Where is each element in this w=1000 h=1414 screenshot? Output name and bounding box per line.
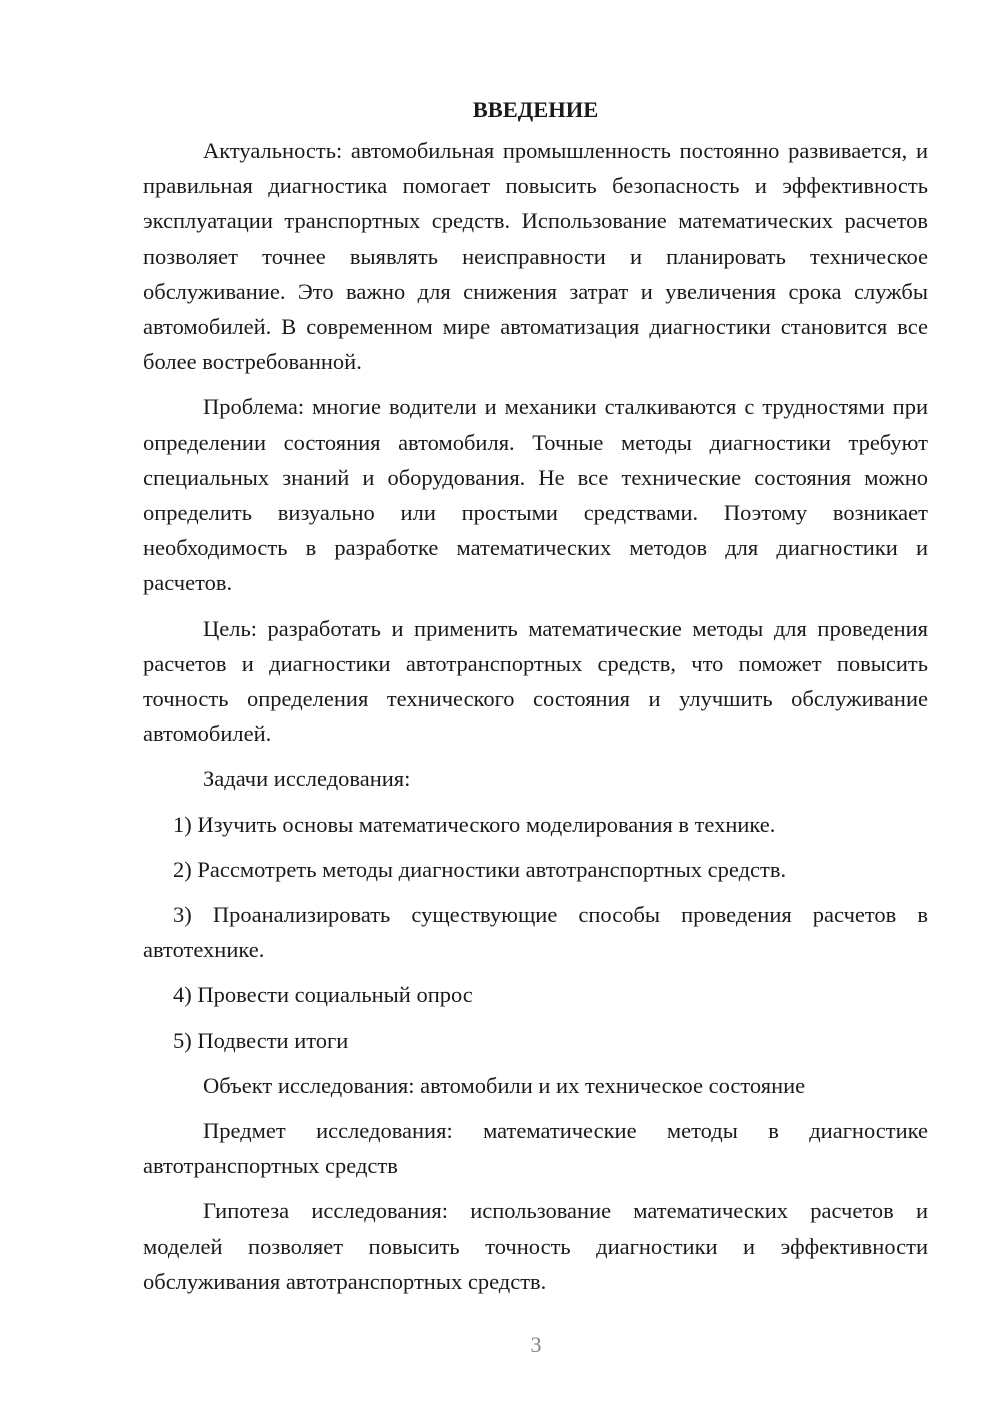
document-body xyxy=(143,92,928,1309)
tasks-heading: Задачи исследования: xyxy=(203,766,411,792)
task-item: 2) Рассмотреть методы диагностики автотранспортных средств. xyxy=(173,856,787,882)
paragraph-goal: Цель: разработать и применить математические методы для проведения расчетов и диагностики автотранспортных средств, что поможет повысить точность определения технического состояния и улучшить обслуживание автомобилей. xyxy=(143,615,928,747)
research-object: Объект исследования: автомобили и их техническое состояние xyxy=(203,1072,806,1098)
section-title: ВВЕДЕНИЕ xyxy=(472,97,599,122)
task-item: 1) Изучить основы математического моделирования в технике. xyxy=(173,811,776,837)
paragraph-problem: Проблема: многие водители и механики сталкиваются с трудностями при определении состояния автомобиля. Точные методы диагностики требуют специальных знаний и оборудования. Не все технические состояния можно определить визуально или простыми средствами. Поэтому возникает необходимость в разработке математических методов для диагностики и расчетов. xyxy=(143,394,928,596)
research-subject: Предмет исследования: математические методы в диагностике автотранспортных средств xyxy=(143,1118,928,1179)
page-number: 3 xyxy=(530,1332,542,1357)
task-item: 4) Провести социальный опрос xyxy=(173,982,473,1008)
task-item: 3) Проанализировать существующие способы проведения расчетов в автотехнике. xyxy=(143,902,928,963)
research-hypothesis: Гипотеза исследования: использование математических расчетов и моделей позволяет повысить точность диагностики и эффективности обслуживания автотранспортных средств. xyxy=(143,1198,928,1294)
task-item: 5) Подвести итоги xyxy=(173,1027,349,1053)
paragraph-relevance: Актуальность: автомобильная промышленность постоянно развивается, и правильная диагностика помогает повысить безопасность и эффективность эксплуатации транспортных средств. Использование математических расчетов позволяет точнее выявлять неисправности и планировать техническое обслуживание. Это важно для снижения затрат и увеличения срока службы автомобилей. В современном мире автоматизация диагностики становится все более востребованной. xyxy=(143,138,928,375)
